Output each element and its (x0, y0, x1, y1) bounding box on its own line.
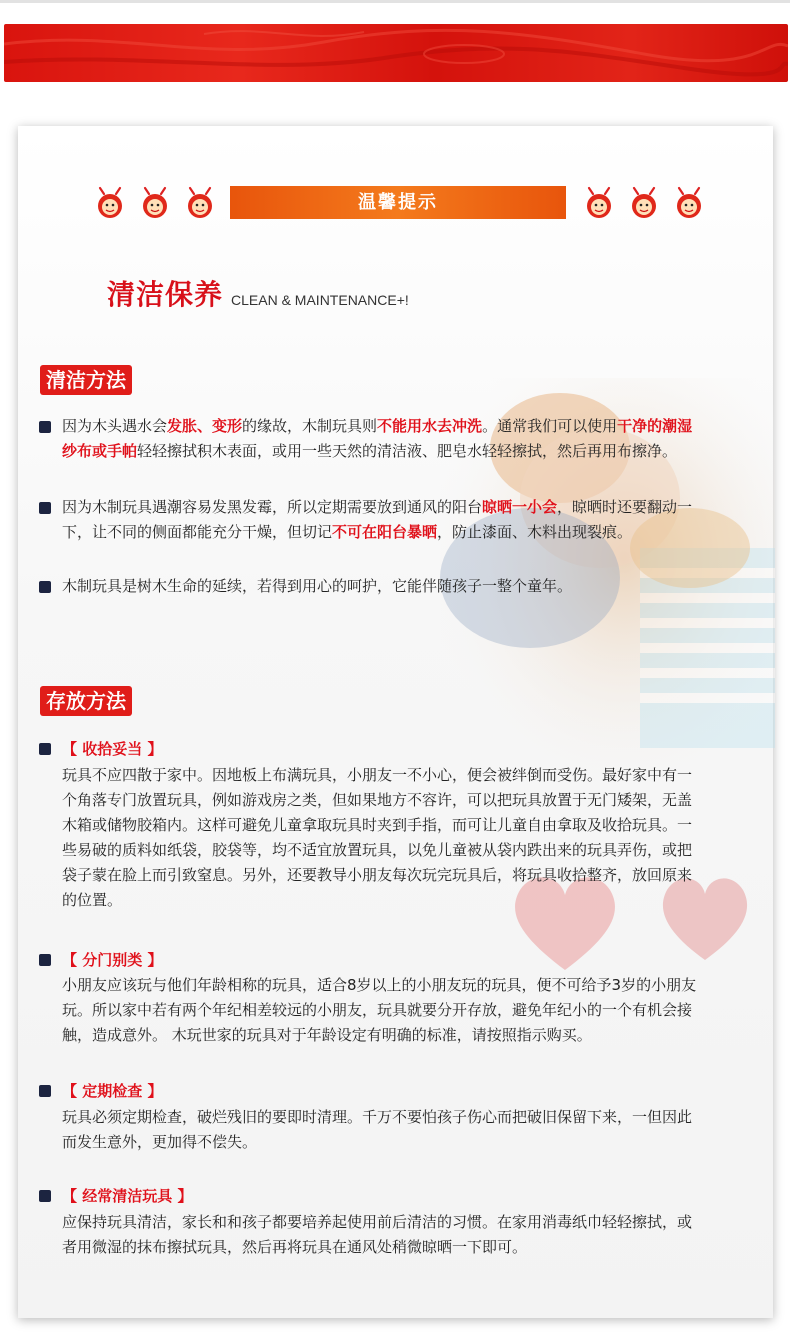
text: 因为木制玩具遇潮容易发黑发霉，所以定期需要放到通风的阳台 (62, 498, 483, 516)
text-line: 触，造成意外。 木玩世家的玩具对于年龄设定有明确的标准，请按照指示购买。 (62, 1026, 592, 1044)
ladybug-face-icon (95, 186, 125, 220)
text: 轻轻擦拭积木表面，或用一些天然的清洁液、肥皂水轻轻擦拭，然后再用布擦净。 (137, 442, 678, 460)
bullet-marker (39, 581, 51, 593)
highlight-text: 发胀、变形 (167, 417, 243, 435)
bullet-marker (39, 954, 51, 966)
cleaning-paragraph-1 (62, 414, 774, 464)
bullet-marker (39, 743, 51, 755)
text-line: 袋子蒙在脸上而引致窒息。另外，还要教导小朋友每次玩完玩具后，将玩具收拾整齐，放回原来 (62, 866, 693, 884)
highlight-text: 不能用水去冲洗 (377, 417, 483, 435)
bullet-marker (39, 421, 51, 433)
text-line: 玩。所以家中若有两个年纪相差较远的小朋友，玩具就要分开存放，避免年纪小的一个有机会接 (62, 1001, 693, 1019)
cleaning-paragraph-3: 木制玩具是树木生命的延续，若得到用心的呵护，它能伴随孩子一整个童年。 (62, 577, 573, 595)
page-subtitle: CLEAN & MAINTENANCE+! (231, 292, 409, 308)
text-line: 而发生意外，更加得不偿失。 (62, 1133, 258, 1151)
ladybug-face-icon (140, 186, 170, 220)
text-line: 玩具必须定期检查，破烂残旧的要即时清理。千万不要怕孩子伤心而把破旧保留下来，一但因此 (62, 1108, 693, 1126)
storage-item-heading: 【 分门别类 】 (62, 951, 163, 969)
storage-item-body (62, 763, 774, 913)
text-line: 应保持玩具清洁，家长和和孩子都要培养起使用前后清洁的习惯。在家用消毒纸巾轻轻擦拭，或 (62, 1213, 693, 1231)
warm-tip-banner: 温馨提示 (230, 186, 566, 219)
text-line: 玩具不应四散于家中。因地板上布满玩具，小朋友一不小心，便会被绊倒而受伤。最好家中有一 (62, 766, 693, 784)
storage-item-heading: 【 经常清洁玩具 】 (62, 1187, 193, 1205)
text-line: 木箱或储物胶箱内。这样可避免儿童拿取玩具时夹到手指，而可让儿童自由拿取及收拾玩具。一 (62, 816, 693, 834)
text: 。通常我们可以使用 (482, 417, 618, 435)
cleaning-paragraph-2 (62, 495, 774, 545)
text: 的缘故，木制玩具则 (242, 417, 378, 435)
storage-item-heading: 【 收拾妥当 】 (62, 740, 163, 758)
bullet-marker (39, 1085, 51, 1097)
bullet-marker (39, 1190, 51, 1202)
red-banner (4, 24, 788, 82)
storage-item-body (62, 1210, 774, 1260)
text-line: 的位置。 (62, 891, 123, 909)
ladybug-face-icon (674, 186, 704, 220)
highlight-text: 晾晒一小会 (482, 498, 558, 516)
highlight-text: 不可在阳台暴晒 (332, 523, 438, 541)
text-line: 些易破的质料如纸袋，胶袋等，均不适宜放置玩具，以免儿童被从袋内跌出来的玩具弄伤，或把 (62, 841, 693, 859)
ladybug-face-icon (629, 186, 659, 220)
text: 下，让不同的侧面都能充分干燥，但切记 (62, 523, 333, 541)
bullet-marker (39, 502, 51, 514)
text-line: 个角落专门放置玩具，例如游戏房之类，但如果地方不容许，可以把玩具放置于无门矮架，无盖 (62, 791, 693, 809)
text-line: 小朋友应该玩与他们年龄相称的玩具，适合8岁以上的小朋友玩的玩具，便不可给予3岁的小朋友 (62, 976, 697, 994)
text: ，防止漆面、木料出现裂痕。 (437, 523, 633, 541)
storage-item-body (62, 973, 774, 1048)
highlight-text: 纱布或手帕 (62, 442, 138, 460)
cleaning-section-title: 清洁方法 (40, 365, 132, 395)
storage-section-title: 存放方法 (40, 686, 132, 716)
highlight-text: 干净的潮湿 (617, 417, 693, 435)
ladybug-face-icon (584, 186, 614, 220)
text: ，晾晒时还要翻动一 (557, 498, 693, 516)
page-title: 清洁保养 (107, 278, 224, 311)
ladybug-face-icon (185, 186, 215, 220)
text: 因为木头遇水会 (62, 417, 168, 435)
top-divider (0, 0, 790, 3)
storage-item-body (62, 1105, 774, 1155)
storage-item-heading: 【 定期检查 】 (62, 1082, 163, 1100)
text-line: 者用微湿的抹布擦拭玩具，然后再将玩具在通风处稍微晾晒一下即可。 (62, 1238, 528, 1256)
